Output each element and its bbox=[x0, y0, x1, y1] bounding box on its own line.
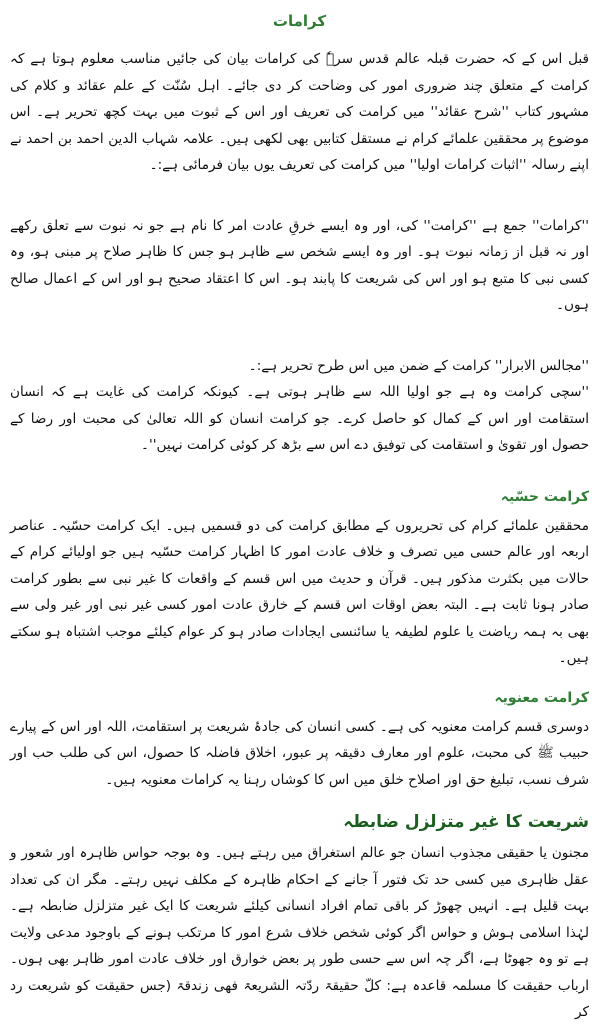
shariat-paragraph: مجنون یا حقیقی مجذوب انسان جو عالم استغراق میں رہتے ہیں۔ وہ بوجہ حواس ظاہرہ اور شعور و عقل ظاہری میں کسی حد تک فتور آ جانے کے احکام ظاہرہ کے مکلف نہیں رہتے۔ مگر ان کی تعداد بہت قلیل ہے۔ انہیں چھوڑ کر باقی تمام افراد انسانی کیلئے شریعت کا ایک غیر متزلزل ضابطہ ہے۔ لہٰذا اسلامی ہوش و حواس اگر کوئی شخص خلاف شرع امور کا مرتکب ہونے کے باوجود مدعی ولایت ہے تو وہ جھوٹا ہے، اگر چہ اس سے حسی طور پر بعض خوارق اور خلاف عادت امور ظاہر بھی ہوں۔ ارباب حقیقت کا مسلمہ قاعدہ ہے: کلّ حقیقۃ ردّتہ الشریعۃ فھی زندقۃ (جس حقیقت کو شریعت رد کر bbox=[10, 845, 589, 1020]
section-heading-manawiya: کرامت معنویہ bbox=[494, 689, 589, 706]
section-heading-shariat: شریعت کا غیر متزلزل ضابطہ bbox=[343, 812, 589, 832]
hissiya-paragraph: محققین علمائے کرام کی تحریروں کے مطابق کرامت کی دو قسمیں ہیں۔ ایک کرامت حسّیہ۔ عناصر اربعہ اور عالم حسی میں تصرف و خلاف عادت امور کا اظہار کرامت حسّیہ ہیں جو اولیائے کرام کے حالات میں بکثرت مذکور ہیں۔ قرآن و حدیث میں اس قسم کے واقعات کا غیر نبی سے بطور کرامت صادر ہونا ثابت ہے۔ البتہ بعض اوقات اس قسم کے خارق عادت امور کسی غیر نبی اور غیر ولی سے بھی بہ ہمہ ریاضت یا علوم لطیفہ یا سائنسی ایجادات صادر ہو کر عوام کیلئے موجب اشتباہ ہو سکتے ہیں۔ bbox=[10, 517, 589, 666]
manawiya-paragraph: دوسری قسم کرامت معنویہ کی ہے۔ کسی انسان کی جادۂ شریعت پر استقامت، اللہ اور اس کے پیارے حبیب ﷺ کی محبت، علوم اور معارف دقیقہ پر عبور، اخلاق فاضلہ کا حصول، اس کی طلب حب اور شرف نسب، تبلیغ حق اور اصلاح خلق میں اس کا کوشاں رہنا یہ کرامات معنویہ ہیں۔ bbox=[10, 718, 589, 788]
majalis-quote: ''سچی کرامت وہ ہے جو اولیا اللہ سے ظاہر ہوتی ہے۔ کیونکہ کرامت کی غایت ہے کہ انسان استقامت اور اس کے کمال کو حاصل کرے۔ جو کرامت انسان کو اللہ تعالیٰ کی محبت اور رضا کے حصول اور تقویٰ و استقامت کی توفیق دے اس سے بڑھ کر کوئی کرامت نہیں''۔ bbox=[10, 384, 589, 453]
majalis-heading: ''مجالس الابرار'' کرامت کے ضمن میں اس طرح تحریر ہے:۔ bbox=[248, 357, 589, 374]
section-heading-hissiya: کرامت حسّیہ bbox=[500, 488, 589, 505]
definition-quote: ''کرامات'' جمع ہے ''کرامت'' کی، اور وہ ایسے خرقِ عادت امر کا نام ہے جو نہ نبوت سے تعلق رکھے اور نہ قبل از زمانہ نبوت ہو۔ اور وہ ایسے شخص سے ظاہر ہو جس کا ظاہر صلاح پر مبنی ہو، وہ کسی نبی کا متبع ہو اور اس کی شریعت کا پابند ہو۔ اس کا اعتقاد صحیح ہو اور اس کے اعمال صالح ہوں۔ bbox=[10, 217, 589, 313]
intro-paragraph: قبل اس کے کہ حضرت قبلہ عالم قدس سرہٗ کی کرامات بیان کی جائیں مناسب معلوم ہوتا ہے کہ کرامت کے متعلق چند ضروری امور کی وضاحت کر دی جائے۔ اہل سُنّت کے علم عقائد و کلام کی مشہور کتاب ''شرح عقائد'' میں کرامت کی تعریف اور اس کے ثبوت میں بہت کچھ تحریر ہے۔ اس موضوع پر محققین علمائے کرام نے مستقل کتابیں بھی لکھی ہیں۔ علامہ شہاب الدین احمد بن احمد نے اپنے رسالہ ''اثبات کرامات اولیا'' میں کرامت کی تعریف یوں بیان فرمائی ہے:۔ bbox=[10, 51, 589, 173]
page-title: کرامات bbox=[272, 12, 327, 30]
